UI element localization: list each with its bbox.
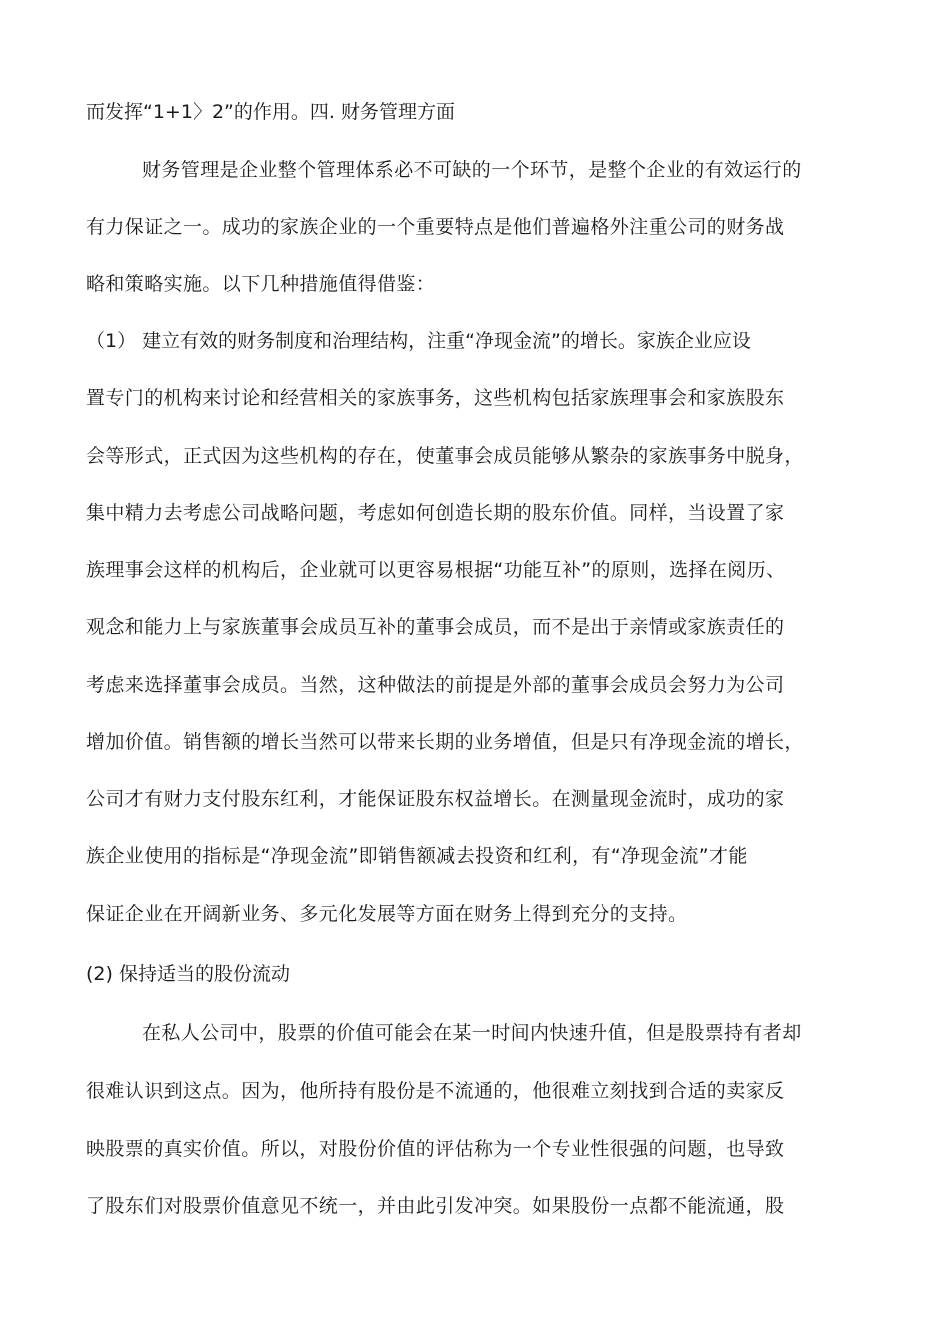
text-line: 映股票的真实价值。所以，对股份价值的评估称为一个专业性很强的问题，也导致 bbox=[86, 1138, 785, 1160]
paragraph-start: 财务管理是企业整个管理体系必不可缺的一个环节，是整个企业的有效运行的 bbox=[142, 159, 802, 181]
text-line: 而发挥“1+1〉2”的作用。四. 财务管理方面 bbox=[86, 101, 455, 123]
text-line: 了股东们对股票价值意见不统一，并由此引发冲突。如果股份一点都不能流通，股 bbox=[86, 1195, 785, 1217]
text-line: 观念和能力上与家族董事会成员互补的董事会成员，而不是出于亲情或家族责任的 bbox=[86, 616, 785, 638]
text-line: 会等形式，正式因为这些机构的存在，使董事会成员能够从繁杂的家族事务中脱身， bbox=[86, 445, 804, 467]
text-line: 集中精力去考虑公司战略问题，考虑如何创造长期的股东价值。同样，当设置了家 bbox=[86, 502, 785, 524]
list-item-heading: （1） 建立有效的财务制度和治理结构，注重“净现金流”的增长。家族企业应设 bbox=[86, 330, 751, 352]
text-line: 很难认识到这点。因为，他所持有股份是不流通的，他很难立刻找到合适的卖家反 bbox=[86, 1080, 785, 1102]
section-heading: (2) 保持适当的股份流动 bbox=[86, 963, 290, 985]
text-line: 有力保证之一。成功的家族企业的一个重要特点是他们普遍格外注重公司的财务战 bbox=[86, 216, 785, 238]
paragraph-start: 在私人公司中，股票的价值可能会在某一时间内快速升值，但是股票持有者却 bbox=[142, 1022, 802, 1044]
text-line: 保证企业在开阔新业务、多元化发展等方面在财务上得到充分的支持。 bbox=[86, 903, 688, 925]
text-line: 考虑来选择董事会成员。当然，这种做法的前提是外部的董事会成员会努力为公司 bbox=[86, 674, 785, 696]
text-line: 置专门的机构来讨论和经营相关的家族事务，这些机构包括家族理事会和家族股东 bbox=[86, 387, 785, 409]
text-line: 族理事会这样的机构后，企业就可以更容易根据“功能互补”的原则，选择在阅历、 bbox=[86, 559, 786, 581]
text-line: 略和策略实施。以下几种措施值得借鉴： bbox=[86, 273, 436, 295]
text-line: 族企业使用的指标是“净现金流”即销售额减去投资和红利，有“净现金流”才能 bbox=[86, 845, 748, 867]
text-line: 公司才有财力支付股东红利，才能保证股东权益增长。在测量现金流时，成功的家 bbox=[86, 788, 785, 810]
text-line: 增加价值。销售额的增长当然可以带来长期的业务增值，但是只有净现金流的增长， bbox=[86, 731, 804, 753]
